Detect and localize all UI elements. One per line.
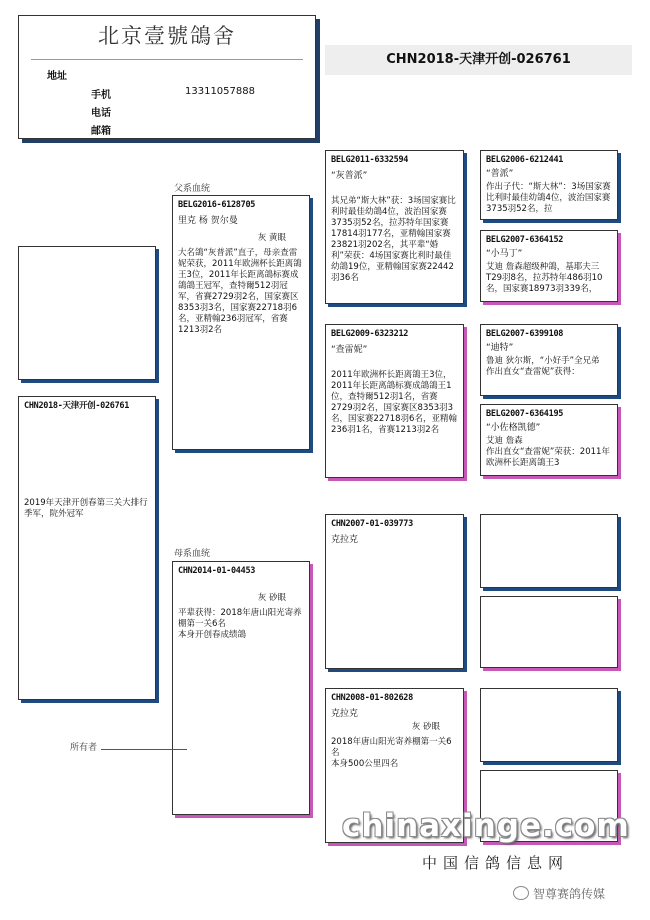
- watermark-text: chinaxinge.com: [342, 808, 630, 844]
- subject-desc: 2019年天津开创春第三关大排行季军，院外冠军: [24, 498, 148, 519]
- gg-desc: 艾迪 詹森 作出直女“查雷妮”荣获：2011年欧洲杯长距离鴿王3: [486, 436, 610, 468]
- dam-color: 灰 砂眼: [257, 593, 286, 603]
- gg-desc: 鲁迪 狄尔斯，“小好手”全兄弟 作出直女“查雷妮”获得：: [486, 356, 600, 377]
- owner-underline: [101, 749, 187, 750]
- gg-ring: BELG2007-6364195: [486, 409, 564, 419]
- gg-dam-sire-sire-box: [480, 514, 618, 588]
- loft-name: 北京壹號鴿舍: [98, 24, 236, 48]
- photo-placeholder: [18, 246, 156, 380]
- dam-sire-ring: CHN2007-01-039773: [331, 519, 413, 529]
- sire-box: [172, 195, 310, 450]
- gg-sire-dam-sire-box: [480, 324, 618, 396]
- sire-desc: 大名鴿“灰普派”直子，母亲查雷妮荣获，2011年欧洲杯长距离鴿王3位，2011年长距离鴿标赛成鴿鴿王冠军，查特爾512羽冠军，省賽2729羽2名，国家赛区8353羽3名，国家赛22718羽6名，亚精翰236羽冠军，省赛1213羽2名: [178, 248, 302, 335]
- sire-dam-box: [325, 324, 464, 478]
- dam-box: [172, 561, 310, 815]
- owner-field: [70, 740, 187, 753]
- brand-label: [513, 885, 605, 902]
- tel-label: 电话: [91, 108, 111, 119]
- sire-color: 灰 黄眼: [257, 233, 286, 243]
- gg-nick: “小马丁”: [486, 249, 523, 259]
- dam-desc: 平辈获得：2018年唐山阳光寄养棚第一关6名 本身开创春成绩鴿: [178, 608, 302, 640]
- sire-sire-box: [325, 150, 464, 304]
- dam-sire-box: [325, 514, 464, 669]
- owner-label: 所有者: [70, 743, 98, 753]
- site-name: 中国信鸽信息网: [422, 854, 570, 872]
- gg-ring: BELG2006-6212441: [486, 155, 564, 165]
- loft-divider: [31, 59, 303, 60]
- sire-dam-desc: 2011年欧洲杯长距离鴿王3位，2011年长距离鴿标赛成鴿鴿王1位，查特爾512羽1名，省赛2729羽2名，国家赛区8353羽3名，国家赛22718羽6名，亚精翰236羽1名，省赛1213羽2名: [331, 370, 457, 435]
- sire-section-label: 父系血统: [174, 184, 211, 194]
- gg-nick: “迪特”: [486, 343, 514, 353]
- gg-ring: BELG2007-6399108: [486, 329, 564, 339]
- brand-text: 智尊赛鸽传媒: [533, 887, 606, 901]
- gg-dam-dam-sire-box: [480, 688, 618, 762]
- dam-sire-name: 克拉克: [331, 535, 359, 545]
- email-label: 邮箱: [91, 126, 111, 137]
- phone-value: 13311057888: [185, 86, 255, 97]
- sire-dam-nick: “查雷妮”: [331, 345, 368, 355]
- sire-sire-desc: 其兄弟“斯大林”获：3场国家赛比利时最佳幼鴿4位，波治国家赛3735羽52名，拉苏特年国家赛17814羽177名，亚精翰国家赛23821羽202名，其平辈“婚利”荣获：4场国家赛比利时最佳幼鴿19位，亚精翰国家赛22442羽36名: [331, 196, 456, 283]
- gg-desc: 作出子代：“斯大林”：3场国家赛比利时最佳幼鴿4位，波治国家赛3735羽52名，拉: [486, 182, 611, 214]
- gg-sire-dam-dam-box: [480, 404, 618, 476]
- gg-desc: 艾迪 詹森超级种鴿，基耶夫三T29羽8名，拉苏特年486羽10名，国家赛18973羽339名，: [486, 262, 603, 294]
- address-label: 地址: [47, 71, 67, 82]
- gg-sire-sire-sire-box: [480, 150, 618, 220]
- dam-ring: CHN2014-01-04453: [178, 566, 256, 576]
- dam-section-label: 母系血统: [174, 549, 211, 559]
- gg-nick: “小佐格凯德”: [486, 423, 541, 433]
- wechat-icon: [513, 886, 529, 900]
- sire-sire-nick: “灰普派”: [331, 171, 368, 181]
- dam-dam-desc: 2018年唐山阳光寄养棚第一关6名 本身500公里四名: [331, 737, 452, 769]
- sire-name: 里克 杨 贺尔曼: [178, 216, 238, 226]
- subject-box: [18, 396, 156, 700]
- gg-nick: “普派”: [486, 169, 514, 179]
- dam-dam-ring: CHN2008-01-802628: [331, 693, 413, 703]
- dam-dam-color: 灰 砂眼: [411, 722, 440, 732]
- gg-sire-sire-dam-box: [480, 230, 618, 302]
- pedigree-title: CHN2018-天津开创-026761: [325, 45, 632, 75]
- phone-label: 手机: [91, 90, 111, 101]
- dam-dam-name: 克拉克: [331, 709, 359, 719]
- loft-info-card: [18, 15, 316, 139]
- sire-ring: BELG2016-6128705: [178, 200, 256, 210]
- sire-dam-ring: BELG2009-6323212: [331, 329, 409, 339]
- sire-sire-ring: BELG2011-6332594: [331, 155, 409, 165]
- subject-ring: CHN2018-天津开创-026761: [24, 401, 130, 411]
- gg-ring: BELG2007-6364152: [486, 235, 564, 245]
- gg-dam-sire-dam-box: [480, 596, 618, 668]
